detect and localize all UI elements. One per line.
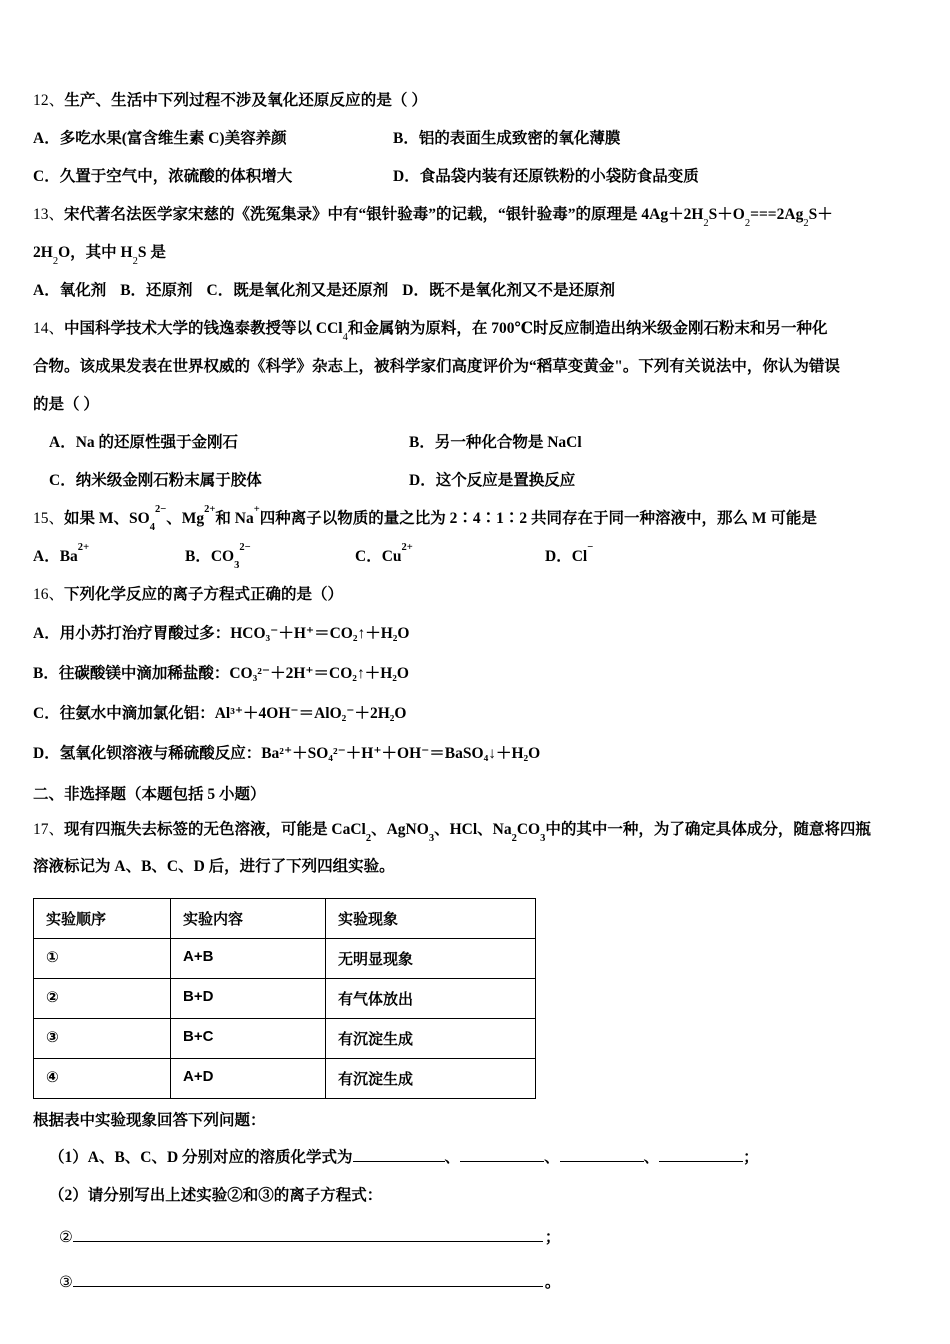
question-17-sub-3: 2 xyxy=(511,833,517,845)
question-13-stem-part-2: S＋O xyxy=(708,206,745,223)
question-13-sub-3: 2 xyxy=(803,218,809,230)
question-17-answer-line-2 xyxy=(33,1215,917,1260)
table-cell-phenomenon: 无明显现象 xyxy=(326,939,536,979)
question-14-stem-p2: 和金属钠为原料，在 700℃时反应制造出纳米级金刚石粉末和另一种化 xyxy=(347,320,828,337)
question-12-option-d xyxy=(393,158,917,196)
question-14-option-c xyxy=(49,462,409,500)
question-13-stem-line-2 xyxy=(33,234,917,272)
answer-2-end: ； xyxy=(544,1229,561,1246)
question-17-stem-line-2 xyxy=(33,848,917,886)
table-header-row xyxy=(34,899,536,939)
answer-blank-d[interactable] xyxy=(659,1146,743,1162)
table-cell-content: A+D xyxy=(171,1059,326,1099)
answer-blank-a[interactable] xyxy=(353,1146,445,1162)
question-16-option-a-text: 用小苏打治疗胃酸过多：HCO₃⁻＋H⁺＝CO₂↑＋H₂O xyxy=(59,625,410,642)
question-13-line2-a: 2H xyxy=(33,244,53,261)
question-13-option-d: D．既不是氧化剂又不是还原剂 xyxy=(402,282,615,299)
question-15-sup-3: + xyxy=(253,504,260,516)
question-16-number: 16、 xyxy=(33,586,65,603)
page-content xyxy=(33,82,917,1305)
question-17-stem-p4: CO xyxy=(516,821,541,838)
question-17-after-table xyxy=(33,1103,917,1139)
question-17-sub-1: 2 xyxy=(365,833,372,845)
question-17-answer-line-3 xyxy=(33,1260,917,1305)
question-13-stem-line-1 xyxy=(33,196,917,234)
question-16-option-d-text: 氢氧化钡溶液与稀硫酸反应：Ba²⁺＋SO₄²⁻＋H⁺＋OH⁻＝BaSO₄↓＋H₂O xyxy=(59,745,541,762)
sub1-separator-1: 、 xyxy=(444,1149,461,1166)
question-15-sup-1: 2− xyxy=(154,504,167,516)
question-13-line2-c: S 是 xyxy=(137,244,166,261)
question-12-option-c-label: C． xyxy=(33,168,60,185)
question-17-sub-4: 3 xyxy=(540,833,546,845)
question-13-stem-part-4: S＋ xyxy=(808,206,833,223)
answer-3-end: 。 xyxy=(544,1274,561,1291)
question-13-option-b: B．还原剂 xyxy=(120,282,193,299)
question-13-option-c: C．既是氧化剂又是还原剂 xyxy=(206,282,389,299)
question-14-stem-p4: 的是（ ） xyxy=(33,396,99,413)
question-13-number: 13、 xyxy=(33,206,65,223)
question-16-option-c-label: C． xyxy=(33,705,60,722)
question-13-stem-part-1: 宋代著名法医学家宋慈的《洗冤集录》中有“银针验毒”的记载，“银针验毒”的原理是 4Ag＋2H xyxy=(64,206,704,223)
question-14-stem-p1: 中国科学技术大学的钱逸泰教授等以 CCl xyxy=(64,320,343,337)
question-15-option-b-label: B． xyxy=(185,548,211,565)
question-15-option-b-sub: 3 xyxy=(234,560,240,572)
question-14-option-a-label: A． xyxy=(49,434,76,451)
question-17-sub1-prefix: （1）A、B、C、D 分别对应的溶质化学式为 xyxy=(49,1149,353,1166)
question-15-option-b-text: CO xyxy=(210,548,235,565)
question-16-option-b-label: B． xyxy=(33,665,59,682)
question-17-stem-p3: 、HCl、Na xyxy=(434,821,512,838)
question-17-stem-p2: 、AgNO xyxy=(371,821,429,838)
table-row xyxy=(34,1059,536,1099)
question-15-option-d-label: D． xyxy=(545,548,572,565)
answer-blank-equation-2[interactable] xyxy=(73,1226,543,1242)
question-17-stem-line-1 xyxy=(33,812,917,848)
question-16-option-d xyxy=(33,734,917,774)
question-15-stem xyxy=(33,500,917,538)
question-15-option-d-sup: − xyxy=(587,542,594,554)
question-12-number: 12、 xyxy=(33,92,65,109)
question-16-stem-text: 下列化学反应的离子方程式正确的是（） xyxy=(64,586,344,603)
answer-blank-b[interactable] xyxy=(460,1146,544,1162)
question-14-option-b-text: 另一种化合物是 NaCl xyxy=(434,434,582,451)
question-14-option-a-text: Na 的还原性强于金刚石 xyxy=(75,434,239,451)
question-15-option-a xyxy=(33,538,185,576)
question-15-option-d-text: Cl xyxy=(571,548,588,565)
table-header-order: 实验顺序 xyxy=(34,899,171,939)
question-15-option-c xyxy=(355,538,545,576)
question-13-sub-5: 2 xyxy=(132,256,138,268)
question-14-stem-line-2 xyxy=(33,348,917,386)
table-row xyxy=(34,1019,536,1059)
question-17-number: 17、 xyxy=(33,821,65,838)
question-14-option-d-label: D． xyxy=(409,472,436,489)
question-13-sub-1: 2 xyxy=(703,218,709,230)
question-13-option-a: A．氧化剂 xyxy=(33,282,107,299)
question-14-options-row-1 xyxy=(33,424,917,462)
table-cell-order: ① xyxy=(34,939,171,979)
question-17-after-table-text: 根据表中实验现象回答下列问题： xyxy=(33,1112,266,1129)
question-12-option-b xyxy=(393,120,917,158)
question-12-option-d-label: D． xyxy=(393,168,420,185)
question-12-options-row-1 xyxy=(33,120,917,158)
question-12-option-a xyxy=(33,120,393,158)
question-14-stem-line-3 xyxy=(33,386,917,424)
table-header-content: 实验内容 xyxy=(171,899,326,939)
table-cell-order: ④ xyxy=(34,1059,171,1099)
sub1-end: ； xyxy=(743,1149,759,1166)
section-2-heading: 二、非选择题（本题包括 5 小题） xyxy=(33,786,266,803)
question-12-stem xyxy=(33,82,917,120)
question-16-stem xyxy=(33,576,917,614)
question-14-option-d-text: 这个反应是置换反应 xyxy=(435,472,576,489)
question-15-option-c-label: C． xyxy=(355,548,382,565)
question-16-option-a xyxy=(33,614,917,654)
answer-blank-equation-3[interactable] xyxy=(73,1271,543,1287)
question-12-option-c xyxy=(33,158,393,196)
answer-blank-c[interactable] xyxy=(560,1146,644,1162)
question-15-stem-p4: 四种离子以物质的量之比为 2∶4∶1∶2 共同存在于同一种溶液中，那么 M 可能是 xyxy=(259,510,817,527)
question-14-stem-p3: 合物。该成果发表在世界权威的《科学》杂志上，被科学家们高度评价为“稻草变黄金"。下列有关说法中，你认为错误 xyxy=(33,358,840,375)
question-14-option-d xyxy=(409,462,917,500)
question-15-option-a-text: Ba xyxy=(59,548,78,565)
question-13-sub-4: 2 xyxy=(52,256,59,268)
question-13-stem-part-3: ===2Ag xyxy=(750,206,804,223)
question-12-stem-text: 生产、生活中下列过程不涉及氧化还原反应的是（ ） xyxy=(64,92,428,109)
question-16-option-c-text: 往氨水中滴加氯化铝：Al³⁺＋4OH⁻＝AlO₂⁻＋2H₂O xyxy=(59,705,407,722)
question-17-sub-2: 3 xyxy=(428,833,435,845)
question-14-stem-line-1 xyxy=(33,310,917,348)
table-cell-content: A+B xyxy=(171,939,326,979)
question-14-number: 14、 xyxy=(33,320,65,337)
question-12-option-c-text: 久置于空气中，浓硫酸的体积增大 xyxy=(59,168,293,185)
table-cell-phenomenon: 有沉淀生成 xyxy=(326,1059,536,1099)
answer-3-mark: ③ xyxy=(59,1273,73,1291)
question-12-option-d-text: 食品袋内装有还原铁粉的小袋防食品变质 xyxy=(419,168,699,185)
question-12-option-b-text: 铝的表面生成致密的氧化薄膜 xyxy=(418,130,621,147)
answer-2-mark: ② xyxy=(59,1228,73,1246)
question-15-option-a-sup: 2+ xyxy=(77,542,90,554)
table-cell-phenomenon: 有沉淀生成 xyxy=(326,1019,536,1059)
question-16-option-d-label: D． xyxy=(33,745,60,762)
question-15-option-a-label: A． xyxy=(33,548,60,565)
question-17-stem-line2-text: 溶液标记为 A、B、C、D 后，进行了下列四组实验。 xyxy=(33,858,395,875)
question-17-stem-p5: 中的其中一种，为了确定具体成分，随意将四瓶 xyxy=(545,821,871,838)
question-14-sub-1: 4 xyxy=(342,332,348,344)
question-13-line2-b: O，其中 H xyxy=(58,244,133,261)
question-15-option-b xyxy=(185,538,355,576)
question-15-stem-p1: 如果 M、SO xyxy=(64,510,150,527)
question-14-option-a xyxy=(49,424,409,462)
question-15-option-c-text: Cu xyxy=(381,548,402,565)
table-cell-order: ③ xyxy=(34,1019,171,1059)
question-13-options xyxy=(33,272,917,310)
question-17-sub-2-row xyxy=(33,1177,917,1215)
experiment-table xyxy=(33,898,536,1099)
question-15-sub-1: 4 xyxy=(149,522,155,534)
question-14-option-b xyxy=(409,424,917,462)
question-16-option-a-label: A． xyxy=(33,625,60,642)
table-cell-order: ② xyxy=(34,979,171,1019)
question-15-option-d xyxy=(545,538,695,576)
question-17-sub2-text: （2）请分别写出上述实验②和③的离子方程式： xyxy=(49,1187,383,1204)
question-14-options-row-2 xyxy=(33,462,917,500)
question-15-sup-2: 2+ xyxy=(204,504,216,516)
sub1-separator-2: 、 xyxy=(544,1149,560,1166)
question-16-option-b-text: 往碳酸镁中滴加稀盐酸：CO₃²⁻＋2H⁺＝CO₂↑＋H₂O xyxy=(58,665,409,682)
sub1-separator-3: 、 xyxy=(643,1149,660,1166)
table-cell-content: B+C xyxy=(171,1019,326,1059)
question-15-option-b-sup: 2− xyxy=(239,542,251,554)
question-15-option-c-sup: 2+ xyxy=(401,542,413,554)
question-17-sub-1-row xyxy=(33,1139,917,1177)
question-14-option-c-text: 纳米级金刚石粉末属于胶体 xyxy=(75,472,262,489)
question-14-option-b-label: B． xyxy=(409,434,435,451)
question-16-option-b xyxy=(33,654,917,694)
question-15-stem-p3: 和 Na xyxy=(215,510,254,527)
question-15-stem-p2: 、Mg xyxy=(166,510,205,527)
table-row xyxy=(34,979,536,1019)
question-15-number: 15、 xyxy=(33,510,65,527)
table-row xyxy=(34,939,536,979)
question-16-option-c xyxy=(33,694,917,734)
question-12-option-b-label: B． xyxy=(393,130,419,147)
question-17-stem-p1: 现有四瓶失去标签的无色溶液，可能是 CaCl xyxy=(64,821,366,838)
question-12-option-a-label: A． xyxy=(33,130,60,147)
question-12-options-row-2 xyxy=(33,158,917,196)
table-cell-content: B+D xyxy=(171,979,326,1019)
table-header-phenomenon: 实验现象 xyxy=(326,899,536,939)
table-cell-phenomenon: 有气体放出 xyxy=(326,979,536,1019)
question-12-option-a-text: 多吃水果(富含维生素 C)美容养颜 xyxy=(59,130,287,147)
question-14-option-c-label: C． xyxy=(49,472,76,489)
question-13-sub-2: 2 xyxy=(744,218,751,230)
question-15-options xyxy=(33,538,917,576)
